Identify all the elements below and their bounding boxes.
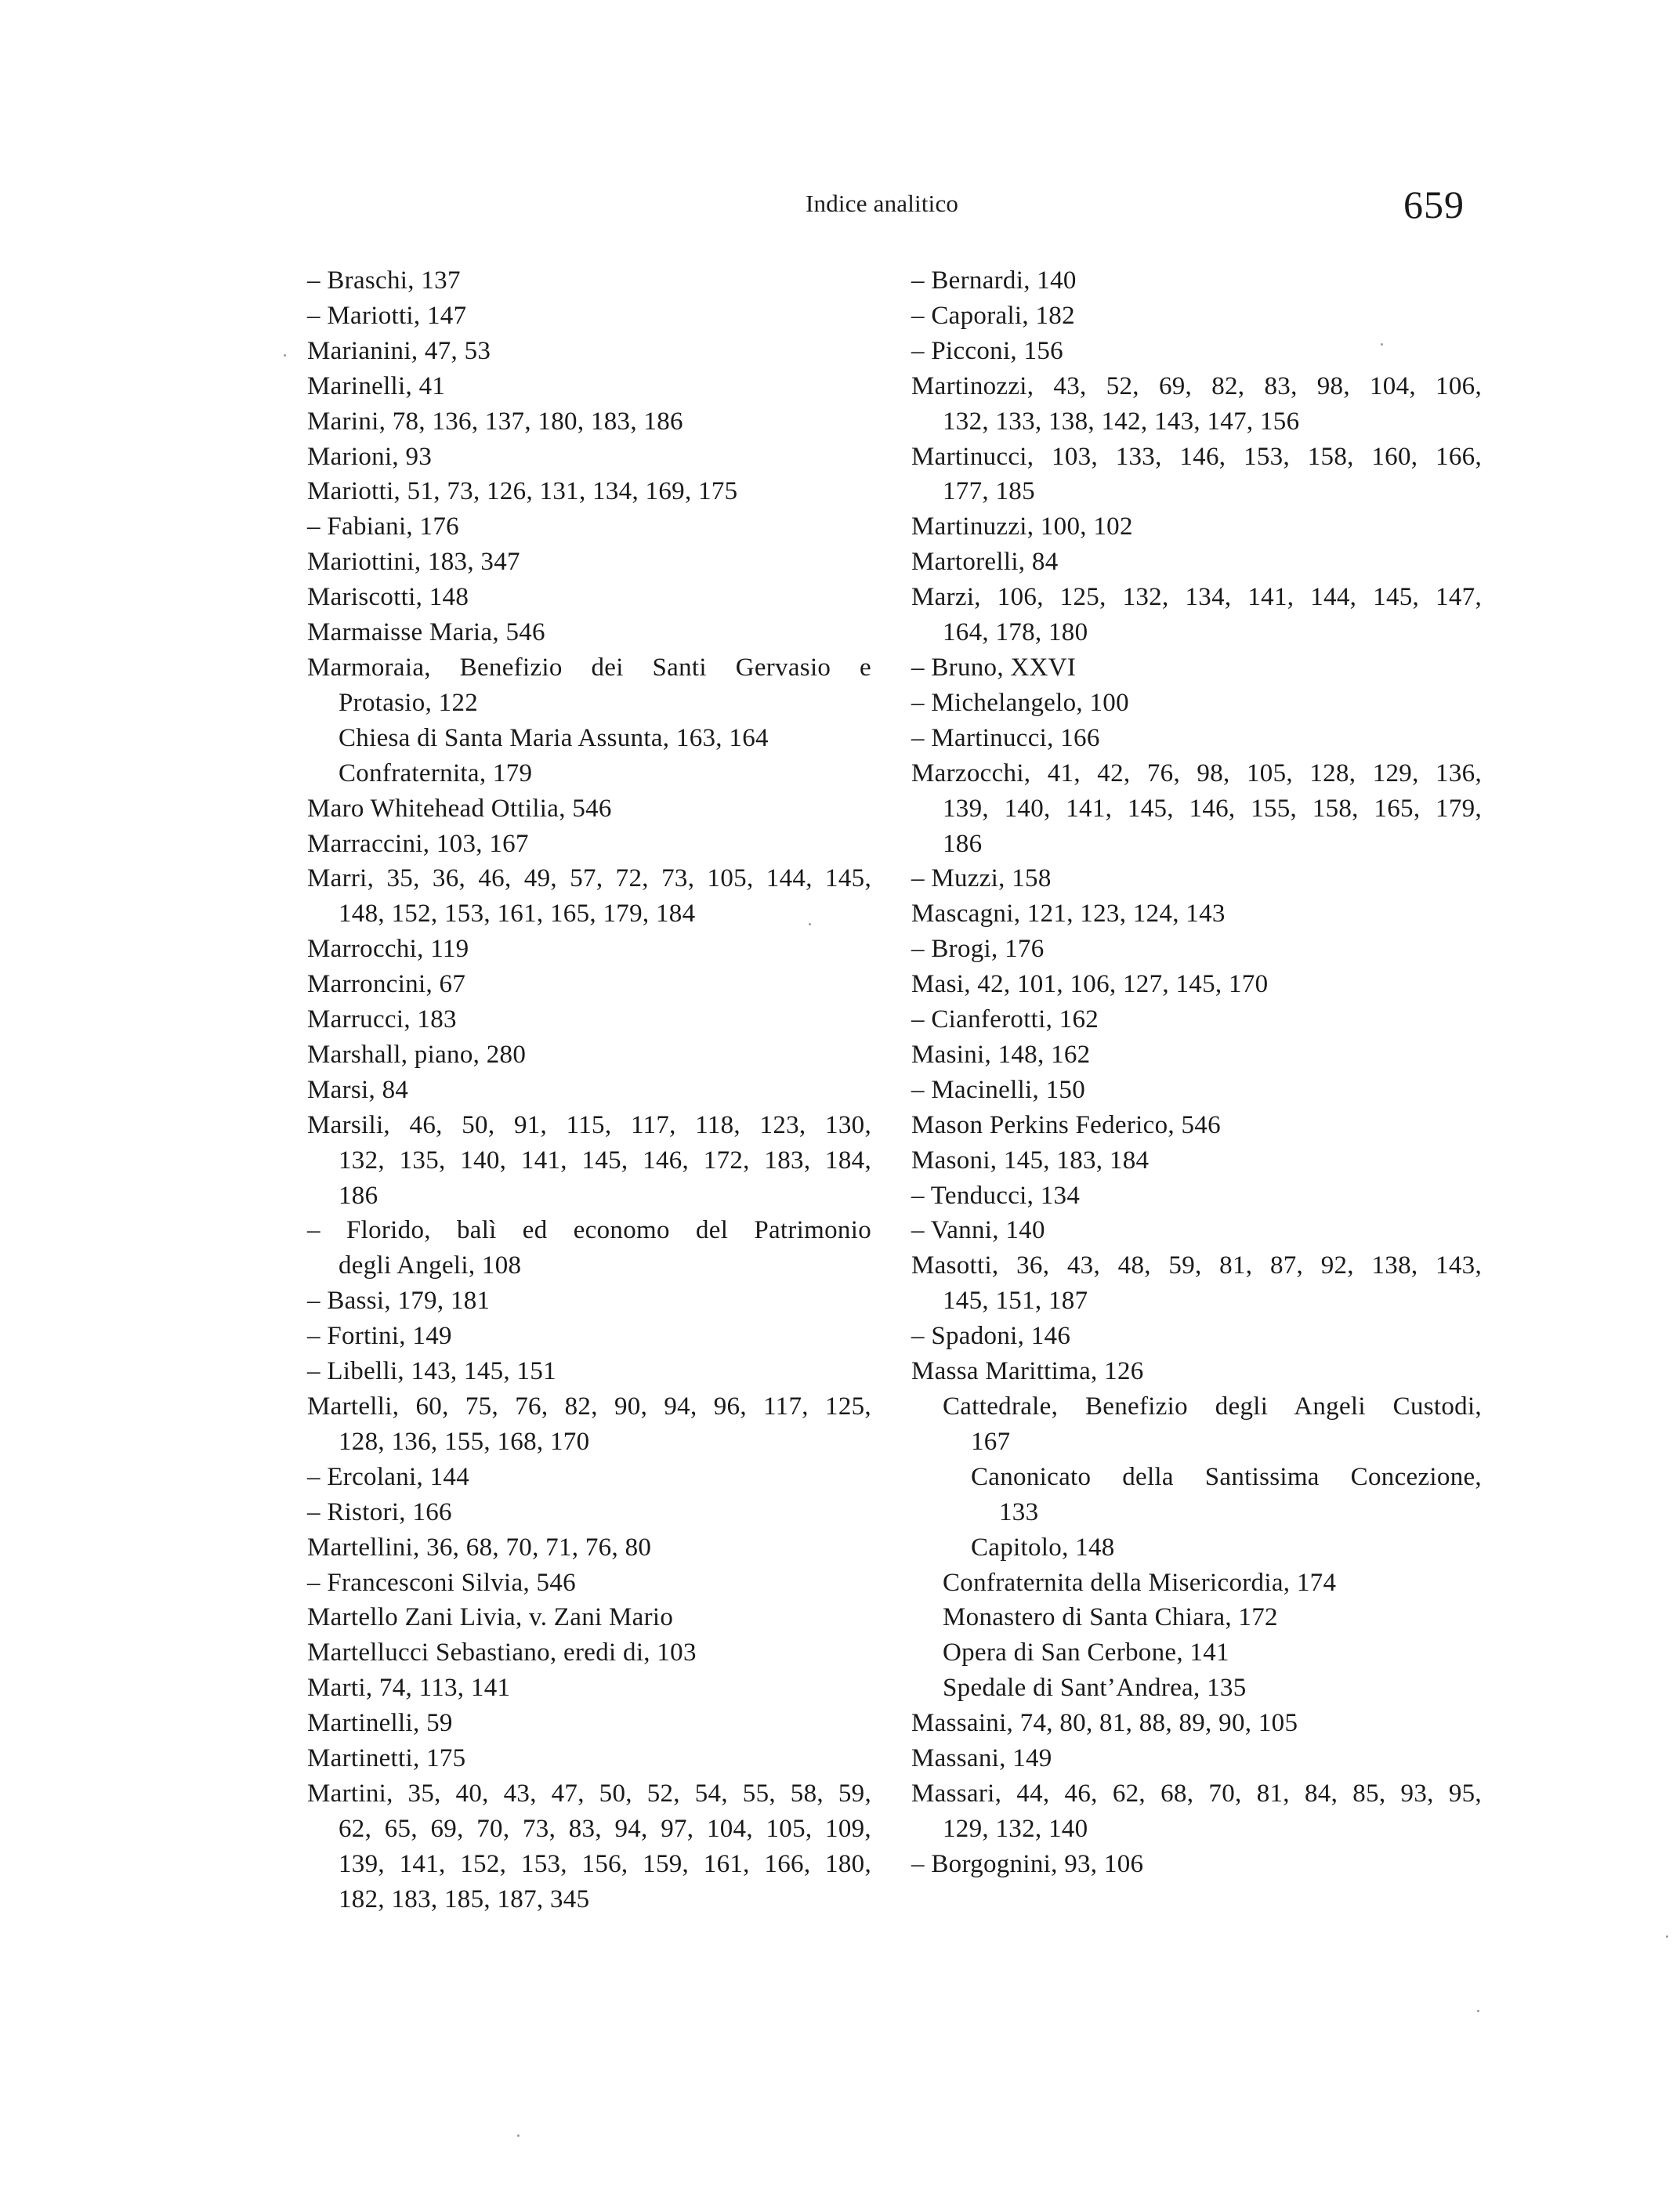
index-entry-line: Capitolo, 148 bbox=[971, 1533, 1115, 1562]
index-entry-line: – Spadoni, 146 bbox=[911, 1322, 1071, 1351]
index-entry-line: Marianini, 47, 53 bbox=[307, 336, 491, 365]
index-entry-line: Confraternita, 179 bbox=[339, 758, 533, 787]
index-entry-line: – Mariotti, 147 bbox=[307, 301, 467, 330]
index-entry-line: Martini, 35, 40, 43, 47, 50, 52, 54, 55, 58, 59, bbox=[307, 1779, 871, 1808]
page-number: 659 bbox=[1403, 183, 1465, 226]
index-entry-line: – Macinelli, 150 bbox=[911, 1075, 1086, 1104]
index-entry-line: Martinetti, 175 bbox=[307, 1744, 466, 1773]
index-entry-line: 167 bbox=[971, 1427, 1011, 1456]
index-entry-line: – Caporali, 182 bbox=[911, 301, 1075, 330]
index-entry-line: Mariottini, 183, 347 bbox=[307, 548, 520, 577]
index-entry-line: – Francesconi Silvia, 546 bbox=[307, 1568, 576, 1597]
index-entry-line: Masoni, 145, 183, 184 bbox=[911, 1146, 1150, 1175]
index-entry-line: – Ercolani, 144 bbox=[307, 1462, 470, 1491]
index-entry-line: Chiesa di Santa Maria Assunta, 163, 164 bbox=[339, 723, 769, 752]
index-entry-line: 132, 133, 138, 142, 143, 147, 156 bbox=[943, 407, 1300, 436]
index-entry-line: Martello Zani Livia, v. Zani Mario bbox=[307, 1603, 674, 1632]
running-title: Indice analitico bbox=[806, 190, 959, 217]
index-entry-line: Martinucci, 103, 133, 146, 153, 158, 160, 166, bbox=[911, 442, 1482, 471]
page-header bbox=[0, 182, 1680, 237]
index-entry-line: 148, 152, 153, 161, 165, 179, 184 bbox=[339, 900, 696, 929]
index-entry-line: Mascagni, 121, 123, 124, 143 bbox=[911, 900, 1226, 929]
index-entry-line: Massari, 44, 46, 62, 68, 70, 81, 84, 85, 93, 95, bbox=[911, 1779, 1482, 1808]
index-entry-line: Massani, 149 bbox=[911, 1744, 1052, 1773]
index-entry-line: Martinelli, 59 bbox=[307, 1709, 453, 1738]
index-entry-line: 132, 135, 140, 141, 145, 146, 172, 183, 184, bbox=[339, 1146, 871, 1175]
index-entry-line: – Vanni, 140 bbox=[911, 1216, 1045, 1245]
index-entry-line: – Brogi, 176 bbox=[911, 935, 1045, 964]
index-entry-line: – Muzzi, 158 bbox=[911, 864, 1052, 893]
index-entry-line: 177, 185 bbox=[943, 477, 1035, 506]
index-entry-line: Martorelli, 84 bbox=[911, 548, 1059, 577]
index-entry-line: Masotti, 36, 43, 48, 59, 81, 87, 92, 138, 143, bbox=[911, 1251, 1482, 1280]
index-entry-line: 164, 178, 180 bbox=[943, 618, 1088, 647]
index-entry-line: Masi, 42, 101, 106, 127, 145, 170 bbox=[911, 970, 1269, 999]
index-entry-line: Marini, 78, 136, 137, 180, 183, 186 bbox=[307, 407, 683, 436]
index-entry-line: 186 bbox=[339, 1181, 378, 1210]
index-entry-line: Opera di San Cerbone, 141 bbox=[943, 1638, 1229, 1667]
index-entry-line: Confraternita della Misericordia, 174 bbox=[943, 1568, 1337, 1597]
index-entry-line: – Libelli, 143, 145, 151 bbox=[307, 1357, 556, 1386]
index-entry-line: – Cianferotti, 162 bbox=[911, 1005, 1099, 1034]
index-entry-line: Marzi, 106, 125, 132, 134, 141, 144, 145, 147, bbox=[911, 583, 1482, 612]
index-entry-line: 145, 151, 187 bbox=[943, 1287, 1088, 1316]
index-entry-line: – Picconi, 156 bbox=[911, 336, 1063, 365]
index-entry-line: – Braschi, 137 bbox=[307, 266, 461, 295]
index-entry-line: Marroncini, 67 bbox=[307, 970, 466, 999]
index-entry-line: Canonicato della Santissima Concezione, bbox=[971, 1462, 1482, 1491]
index-entry-line: Masini, 148, 162 bbox=[911, 1040, 1091, 1069]
index-entry-line: Martelli, 60, 75, 76, 82, 90, 94, 96, 117, 125, bbox=[307, 1392, 871, 1421]
index-entry-line: Mariotti, 51, 73, 126, 131, 134, 169, 175 bbox=[307, 477, 738, 506]
index-entry-line: 139, 141, 152, 153, 156, 159, 161, 166, 180, bbox=[339, 1849, 871, 1878]
index-entry-line: – Bernardi, 140 bbox=[911, 266, 1077, 295]
index-entry-line: 133 bbox=[999, 1497, 1039, 1526]
index-entry-line: 62, 65, 69, 70, 73, 83, 94, 97, 104, 105, 109, bbox=[339, 1814, 871, 1843]
index-entry-line: – Michelangelo, 100 bbox=[911, 688, 1129, 717]
index-entry-line: Monastero di Santa Chiara, 172 bbox=[943, 1603, 1278, 1632]
index-entry-line: – Fortini, 149 bbox=[307, 1322, 452, 1351]
index-entry-line: – Bruno, XXVI bbox=[911, 653, 1077, 682]
index-entry-line: Marmoraia, Benefizio dei Santi Gervasio e bbox=[307, 653, 871, 682]
index-entry-line: Marmaisse Maria, 546 bbox=[307, 618, 545, 647]
index-column-left bbox=[307, 263, 871, 1917]
index-entry-line: Marrucci, 183 bbox=[307, 1005, 457, 1034]
index-entry-line: 182, 183, 185, 187, 345 bbox=[339, 1884, 590, 1913]
index-entry-line: – Borgognini, 93, 106 bbox=[911, 1849, 1144, 1878]
index-entry-line: – Bassi, 179, 181 bbox=[307, 1287, 491, 1316]
index-entry-line: 128, 136, 155, 168, 170 bbox=[339, 1427, 590, 1456]
index-entry-line: Marsili, 46, 50, 91, 115, 117, 118, 123, 130, bbox=[307, 1110, 871, 1139]
index-entry-line: Mariscotti, 148 bbox=[307, 583, 469, 612]
index-entry-line: Marraccini, 103, 167 bbox=[307, 829, 529, 858]
index-entry-line: – Tenducci, 134 bbox=[911, 1181, 1081, 1210]
index-entry-line: Massa Marittima, 126 bbox=[911, 1357, 1144, 1386]
index-entry-line: 139, 140, 141, 145, 146, 155, 158, 165, 179, bbox=[943, 794, 1482, 823]
index-entry-line: 129, 132, 140 bbox=[943, 1814, 1088, 1843]
index-entry-line: Martinozzi, 43, 52, 69, 82, 83, 98, 104, 106, bbox=[911, 371, 1482, 400]
index-entry-line: Martellucci Sebastiano, eredi di, 103 bbox=[307, 1638, 697, 1667]
index-entry-line: – Martinucci, 166 bbox=[911, 723, 1100, 752]
index-entry-line: – Fabiani, 176 bbox=[307, 512, 459, 541]
index-entry-line: Marri, 35, 36, 46, 49, 57, 72, 73, 105, 144, 145, bbox=[307, 864, 871, 893]
index-entry-line: Marzocchi, 41, 42, 76, 98, 105, 128, 129, 136, bbox=[911, 758, 1482, 787]
index-entry-line: Marshall, piano, 280 bbox=[307, 1040, 527, 1069]
index-entry-line: Protasio, 122 bbox=[339, 688, 479, 717]
index-entry-line: Marinelli, 41 bbox=[307, 371, 446, 400]
index-entry-line: – Ristori, 166 bbox=[307, 1497, 452, 1526]
index-entry-line: Marsi, 84 bbox=[307, 1075, 409, 1104]
index-entry-line: degli Angeli, 108 bbox=[339, 1251, 522, 1280]
index-entry-line: Marioni, 93 bbox=[307, 442, 433, 471]
index-entry-line: Marti, 74, 113, 141 bbox=[307, 1674, 511, 1703]
index-entry-line: Marrocchi, 119 bbox=[307, 935, 469, 964]
index-entry-line: Massaini, 74, 80, 81, 88, 89, 90, 105 bbox=[911, 1709, 1298, 1738]
index-column-right bbox=[911, 263, 1482, 1882]
index-entry-line: Martellini, 36, 68, 70, 71, 76, 80 bbox=[307, 1533, 652, 1562]
index-entry-line: Mason Perkins Federico, 546 bbox=[911, 1110, 1221, 1139]
index-entry-line: – Florido, balì ed economo del Patrimonio bbox=[307, 1216, 871, 1245]
index-entry-line: Spedale di Sant’Andrea, 135 bbox=[943, 1674, 1247, 1703]
index-entry-line: Cattedrale, Benefizio degli Angeli Custodi, bbox=[943, 1392, 1482, 1421]
index-entry-line: Maro Whitehead Ottilia, 546 bbox=[307, 794, 612, 823]
index-entry-line: Martinuzzi, 100, 102 bbox=[911, 512, 1133, 541]
index-entry-line: 186 bbox=[943, 829, 983, 858]
